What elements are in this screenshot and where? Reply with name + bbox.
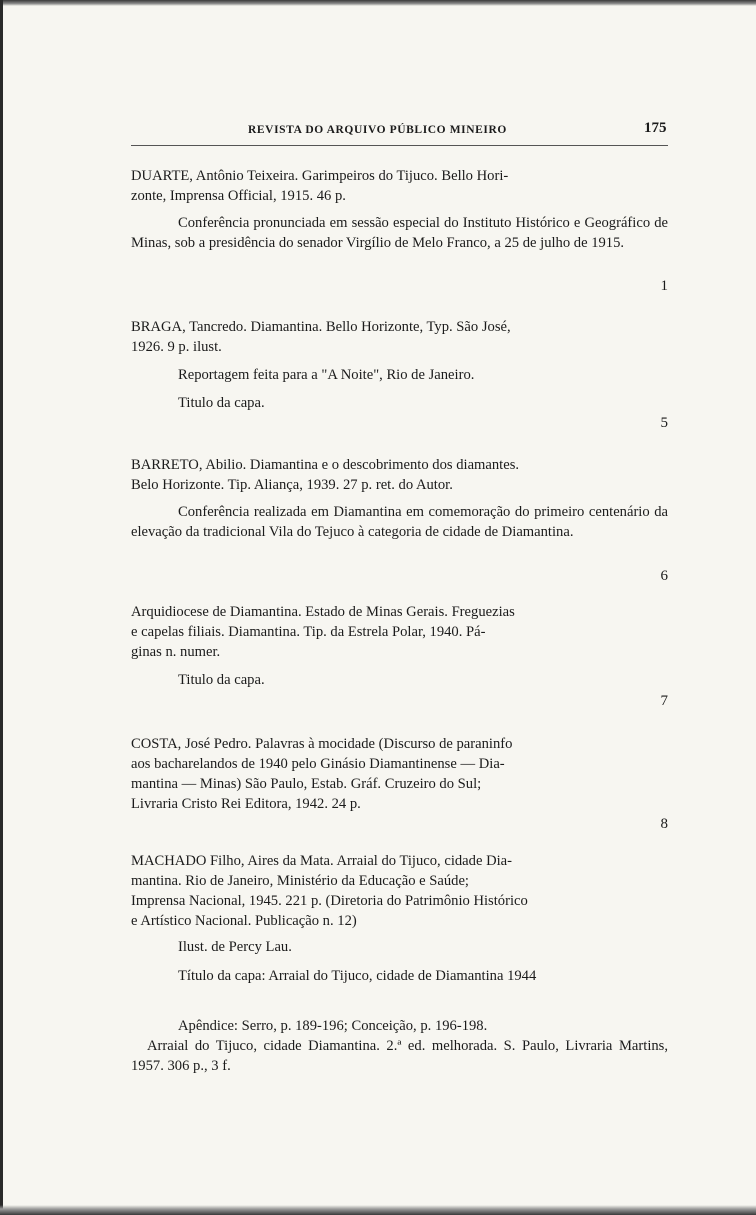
entry-2-note: Reportagem feita para a "A Noite", Rio de Janeiro.	[178, 367, 475, 383]
page-bottom-edge	[0, 1205, 756, 1215]
entry-1-citation: DUARTE, Antônio Teixeira. Garimpeiros do Tijuco. Bello Hori- zonte, Imprensa Official, 1915. 46 p.	[131, 168, 509, 204]
page-number: 175	[644, 120, 667, 136]
entry-6-note: Ilust. de Percy Lau.	[178, 939, 292, 955]
entry-6-note: Apêndice: Serro, p. 189-196; Conceição, p. 196-198.	[178, 1018, 488, 1034]
page-left-edge	[0, 0, 3, 1215]
entry-1-note: Conferência pronunciada em sessão especial do Instituto Histórico e Geográfico de Minas, sob a presidência do senador Virgílio de Melo Franco, a 25 de julho de 1915.	[131, 215, 668, 251]
entry-4-number: 7	[660, 693, 668, 709]
entry-2-number: 5	[660, 415, 668, 431]
entry-1-number: 1	[660, 278, 668, 294]
header-rule	[131, 145, 668, 146]
entry-5-number: 8	[660, 816, 668, 832]
entry-4-note: Titulo da capa.	[178, 672, 265, 688]
entry-4-citation: Arquidiocese de Diamantina. Estado de Minas Gerais. Freguezias e capelas filiais. Diamantina. Tip. da Estrela Polar, 1940. Pá- ginas n. numer.	[131, 604, 515, 660]
entry-3-citation: BARRETO, Abilio. Diamantina e o descobrimento dos diamantes. Belo Horizonte. Tip. Aliança, 1939. 27 p. ret. do Autor.	[131, 457, 520, 493]
entry-6-note: Título da capa: Arraial do Tijuco, cidade de Diamantina 1944	[178, 968, 537, 984]
entry-3-note: Conferência realizada em Diamantina em comemoração do primeiro centenário da elevação da tradicional Vila do Tejuco à categoria de cidade de Diamantina.	[131, 504, 668, 540]
entry-2-note: Titulo da capa.	[178, 395, 265, 411]
entry-2-citation: BRAGA, Tancredo. Diamantina. Bello Horizonte, Typ. São José, 1926. 9 p. ilust.	[131, 319, 511, 355]
entry-3-number: 6	[660, 568, 668, 584]
entry-6-note: Arraial do Tijuco, cidade Diamantina. 2.ª ed. melhorada. S. Paulo, Livraria Martins, 1957. 306 p., 3 f.	[131, 1038, 668, 1074]
entry-6-citation: MACHADO Filho, Aires da Mata. Arraial do Tijuco, cidade Dia- mantina. Rio de Janeiro, Ministério da Educação e Saúde; Imprensa Nacional, 1945. 221 p. (Diretoria do Patrimônio Histórico e Artístico Nacional. Publicação n. 12)	[131, 853, 528, 929]
entry-5-citation: COSTA, José Pedro. Palavras à mocidade (Discurso de paraninfo aos bacharelandos de 1940 pelo Ginásio Diamantinense — Dia- mantina — Minas) São Paulo, Estab. Gráf. Cruzeiro do Sul; Livraria Cristo Rei Editora, 1942. 24 p.	[131, 736, 513, 812]
running-title: REVISTA DO ARQUIVO PÚBLICO MINEIRO	[248, 124, 507, 136]
page-top-edge	[0, 0, 756, 6]
